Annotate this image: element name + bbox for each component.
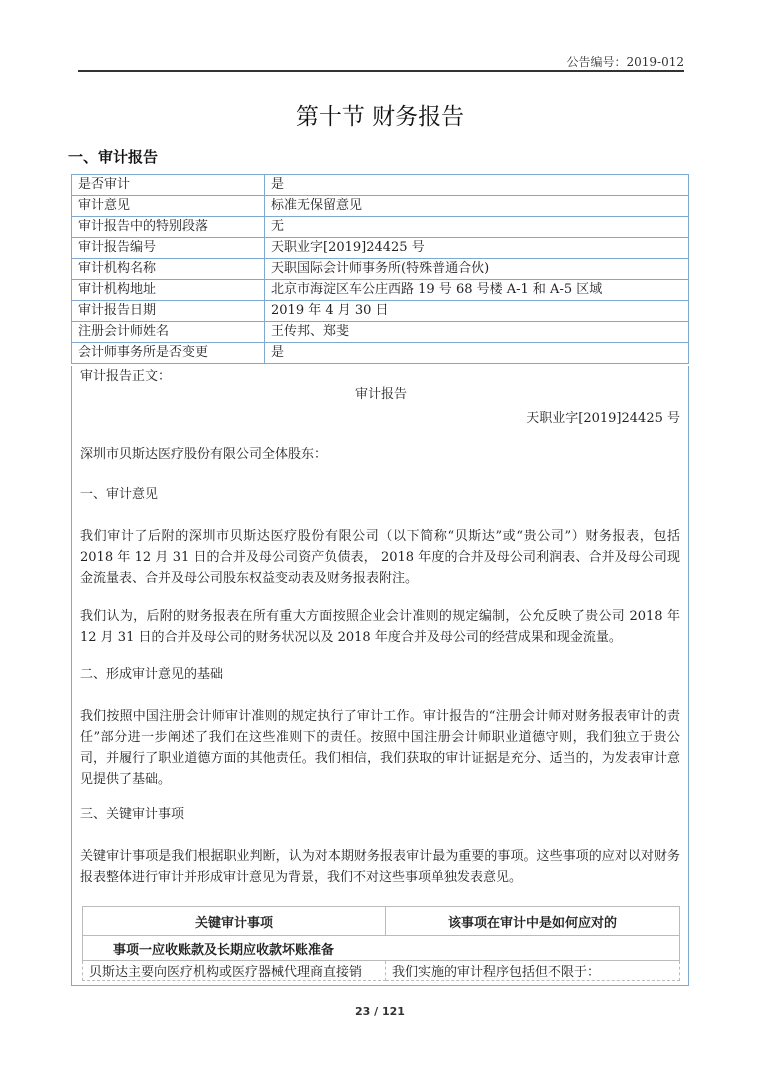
audit-report-body (71, 366, 689, 986)
audit-info-table (71, 174, 689, 364)
report-title: 审计报告 (354, 387, 407, 402)
section-heading: 一、审计报告 (68, 148, 159, 166)
table-row (72, 343, 689, 364)
row-value: 王传邦、郑斐 (265, 322, 689, 343)
table-row (72, 280, 689, 301)
table-row (72, 175, 689, 196)
sec3-heading: 三、关键审计事项 (80, 807, 185, 822)
matter-response: 我们实施的审计程序包括但不限于： (386, 961, 680, 981)
table-row (72, 322, 689, 343)
body-intro-label: 审计报告正文： (80, 369, 172, 384)
table-row (72, 259, 689, 280)
row-label: 注册会计师姓名 (72, 322, 265, 343)
table-header-row (83, 907, 680, 936)
row-value: 标准无保留意见 (265, 196, 689, 217)
page-number: 23 / 121 (355, 1005, 405, 1018)
row-label: 审计报告日期 (72, 301, 265, 322)
table-row (72, 196, 689, 217)
sec2-heading: 二、形成审计意见的基础 (80, 667, 224, 682)
row-label: 审计机构地址 (72, 280, 265, 301)
row-label: 会计师事务所是否变更 (72, 343, 265, 364)
page-title: 第十节 财务报告 (295, 104, 465, 130)
table-row (72, 301, 689, 322)
column-header: 该事项在审计中是如何应对的 (386, 907, 680, 936)
matter-subheading: 事项一应收账款及长期应收款坏账准备 (83, 936, 680, 961)
report-number: 天职业字[2019]24425 号 (526, 411, 680, 426)
row-label: 审计意见 (72, 196, 265, 217)
sec1-paragraph-1: 我们审计了后附的深圳市贝斯达医疗股份有限公司（以下简称“贝斯达”或“贵公司”）财务报表，包括 2018 年 12 月 31 日的合并及母公司资产负债表， 2018 年度的合并及母公司利润表、合并及母公司现金流量表、合并及母公司股东权益变动表及财务报表附注。 (80, 529, 680, 586)
row-value: 2019 年 4 月 30 日 (265, 301, 689, 322)
key-audit-matters-table (82, 906, 680, 981)
sec2-paragraph-1: 我们按照中国注册会计师审计准则的规定执行了审计工作。审计报告的“注册会计师对财务报表审计的责任”部分进一步阐述了我们在这些准则下的责任。按照中国注册会计师职业道德守则，我们独立于贵公司，并履行了职业道德方面的其他责任。我们相信，我们获取的审计证据是充分、适当的，为发表审计意见提供了基础。 (80, 709, 680, 787)
matter-description: 贝斯达主要向医疗机构或医疗器械代理商直接销 (83, 961, 386, 981)
row-value: 是 (265, 175, 689, 196)
row-label: 审计报告编号 (72, 238, 265, 259)
column-header: 关键审计事项 (83, 907, 386, 936)
sec1-heading: 一、审计意见 (80, 487, 159, 502)
table-row (72, 217, 689, 238)
row-value: 天职国际会计师事务所(特殊普通合伙) (265, 259, 689, 280)
row-value: 是 (265, 343, 689, 364)
addressee: 深圳市贝斯达医疗股份有限公司全体股东： (80, 447, 328, 462)
row-label: 审计报告中的特别段落 (72, 217, 265, 238)
table-row (72, 238, 689, 259)
header-divider (78, 70, 684, 72)
row-label: 审计机构名称 (72, 259, 265, 280)
announcement-number: 公告编号：2019-012 (566, 55, 684, 69)
row-value: 天职业字[2019]24425 号 (265, 238, 689, 259)
sec1-paragraph-2: 我们认为，后附的财务报表在所有重大方面按照企业会计准则的规定编制，公允反映了贵公司 2018 年 12 月 31 日的合并及母公司的财务状况以及 2018 年度合并及母公司的经营成果和现金流量。 (80, 609, 680, 645)
row-label: 是否审计 (72, 175, 265, 196)
sec3-paragraph-1: 关键审计事项是我们根据职业判断，认为对本期财务报表审计最为重要的事项。这些事项的应对以对财务报表整体进行审计并形成审计意见为背景，我们不对这些事项单独发表意见。 (80, 849, 680, 885)
table-subheading-row (83, 936, 680, 961)
row-value: 北京市海淀区车公庄西路 19 号 68 号楼 A-1 和 A-5 区域 (265, 280, 689, 301)
table-row (83, 961, 680, 981)
row-value: 无 (265, 217, 689, 238)
